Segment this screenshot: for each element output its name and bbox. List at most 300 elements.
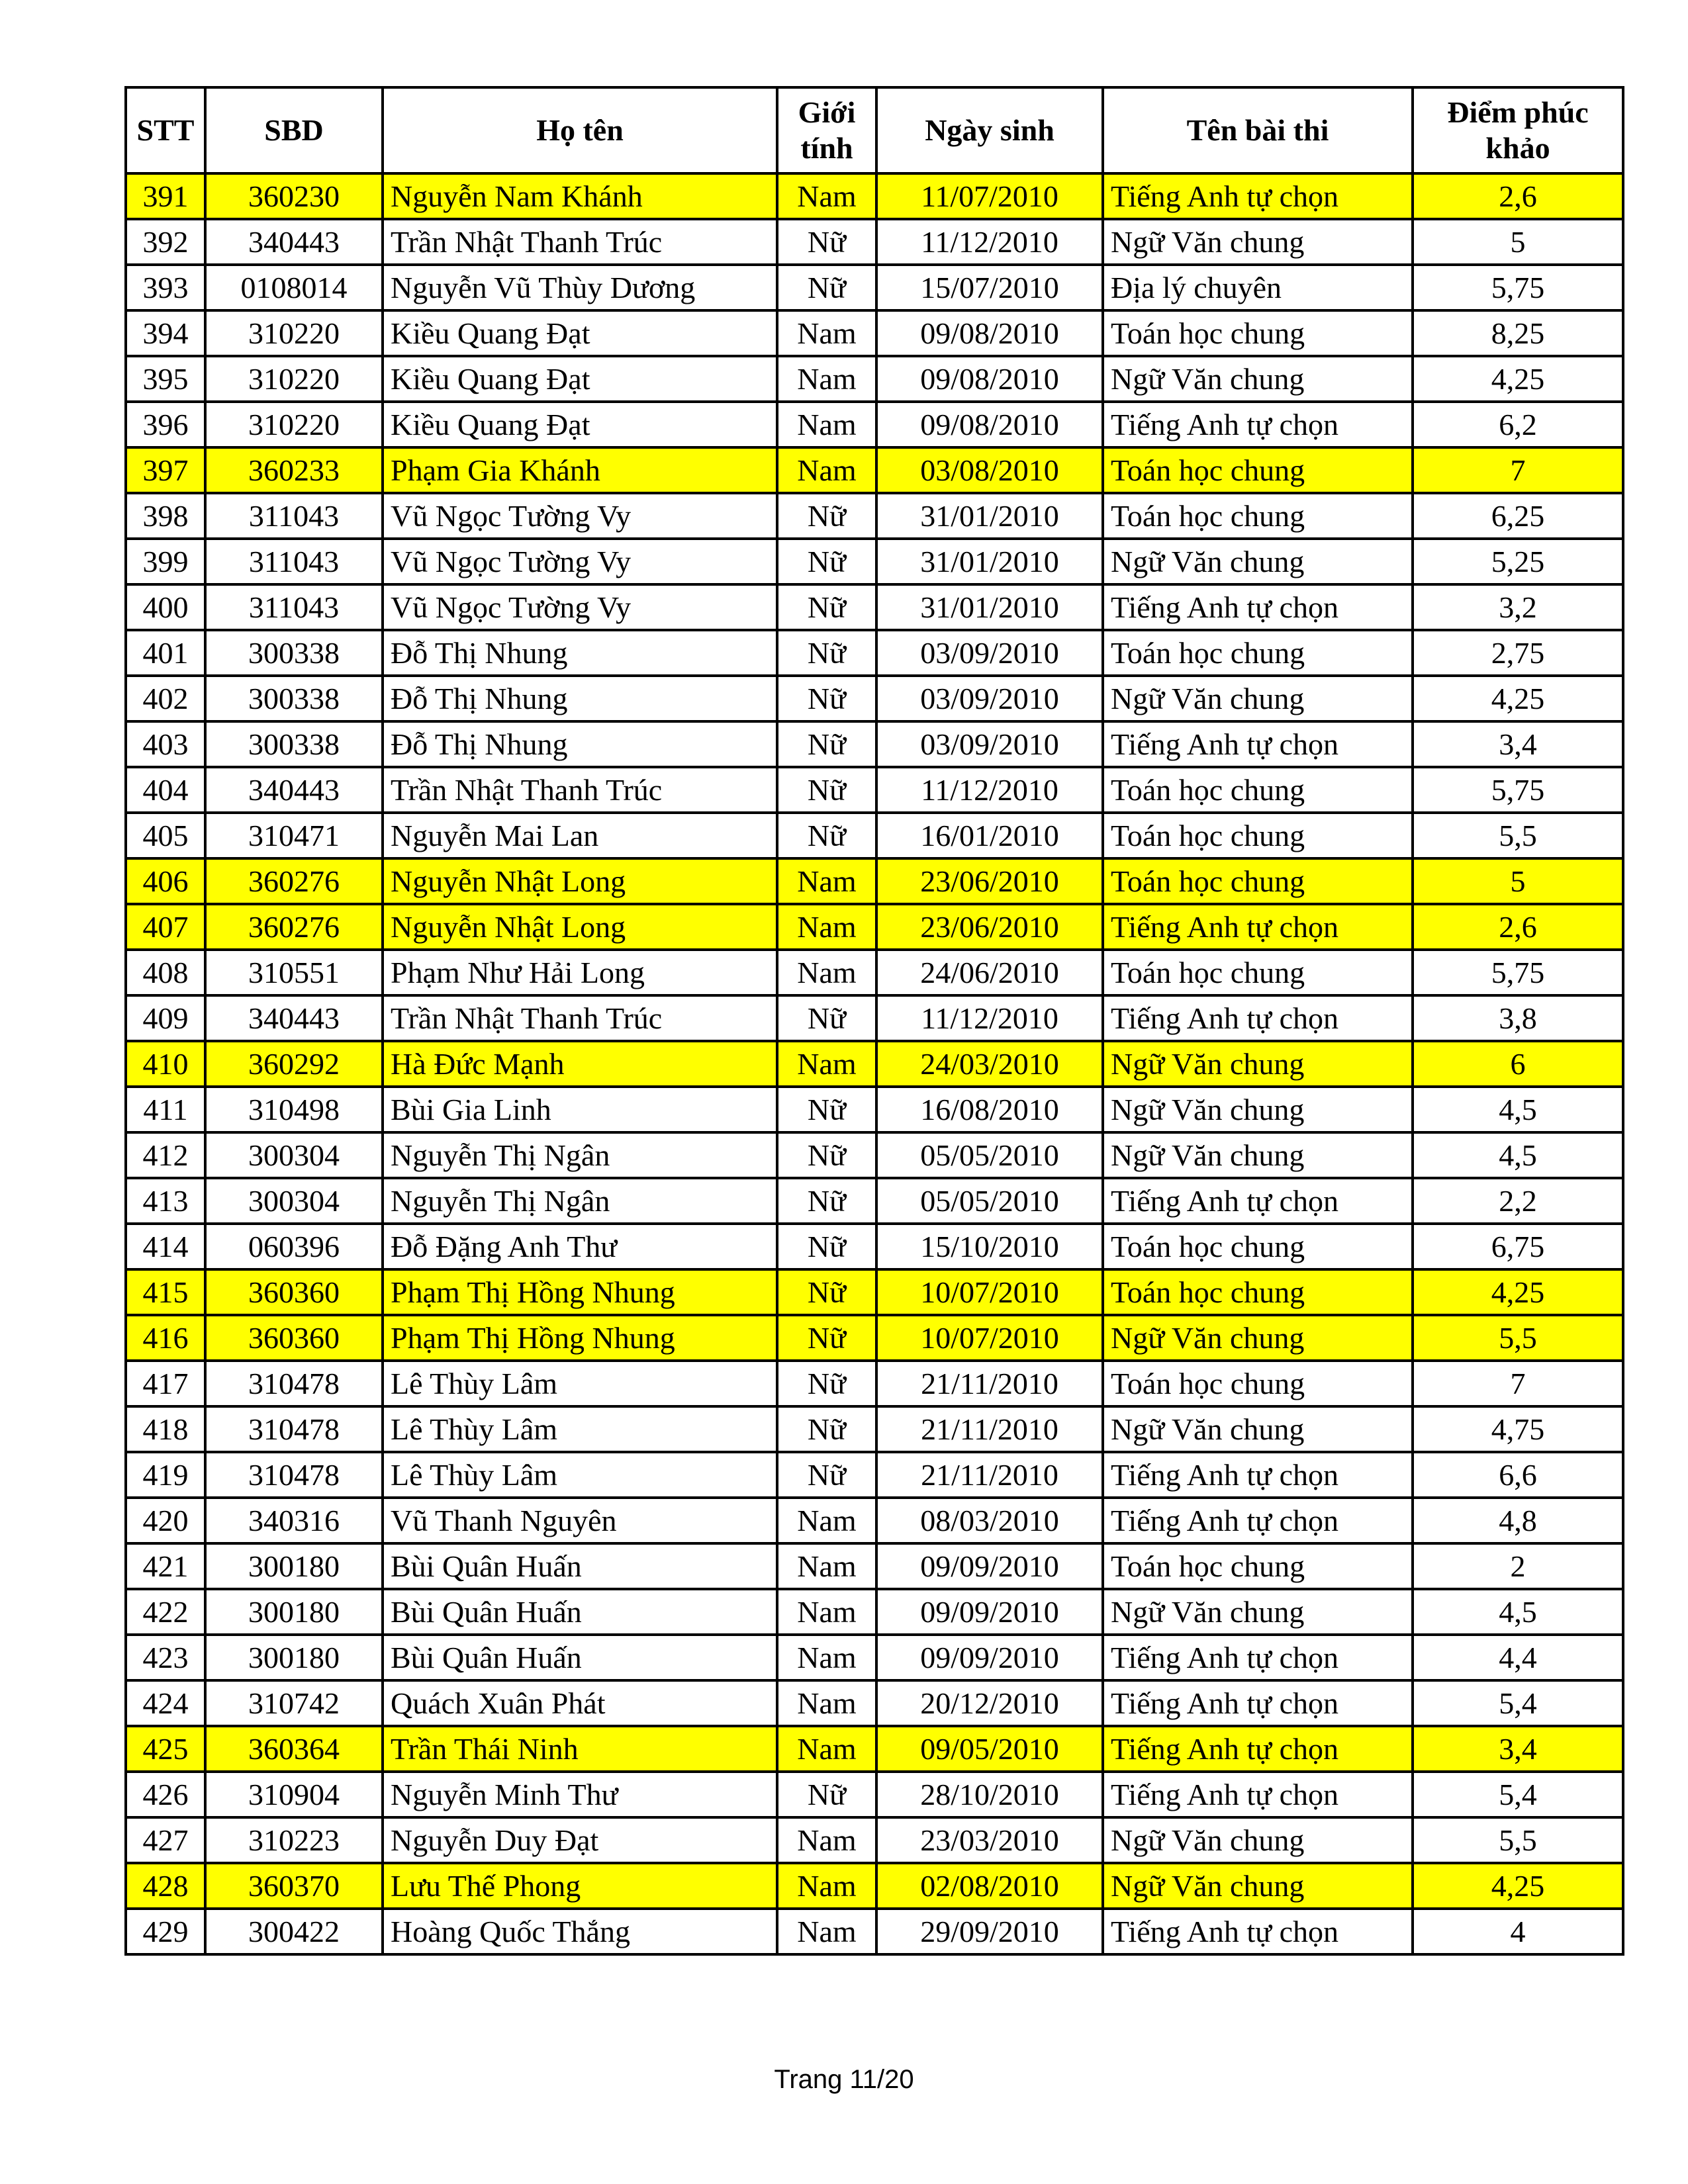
cell-score: 5 — [1413, 858, 1623, 904]
cell-name: Trần Nhật Thanh Trúc — [383, 767, 777, 813]
cell-exam: Toán học chung — [1103, 1361, 1413, 1406]
cell-sbd: 0108014 — [205, 265, 383, 310]
cell-name: Đỗ Thị Nhung — [383, 676, 777, 721]
cell-exam: Tiếng Anh tự chọn — [1103, 584, 1413, 630]
cell-name: Nguyễn Nam Khánh — [383, 173, 777, 219]
cell-gender: Nữ — [777, 813, 876, 858]
cell-exam: Ngữ Văn chung — [1103, 1817, 1413, 1863]
cell-sbd: 311043 — [205, 584, 383, 630]
cell-dob: 31/01/2010 — [876, 539, 1103, 584]
cell-dob: 15/10/2010 — [876, 1224, 1103, 1269]
cell-sbd: 310904 — [205, 1772, 383, 1817]
cell-stt: 405 — [126, 813, 205, 858]
cell-stt: 429 — [126, 1909, 205, 1954]
cell-name: Vũ Thanh Nguyên — [383, 1498, 777, 1543]
cell-exam: Tiếng Anh tự chọn — [1103, 1726, 1413, 1772]
cell-stt: 403 — [126, 721, 205, 767]
cell-gender: Nam — [777, 1680, 876, 1726]
cell-name: Quách Xuân Phát — [383, 1680, 777, 1726]
table-row — [126, 1772, 1623, 1817]
cell-score: 4 — [1413, 1909, 1623, 1954]
cell-exam: Tiếng Anh tự chọn — [1103, 1772, 1413, 1817]
cell-dob: 05/05/2010 — [876, 1132, 1103, 1178]
cell-dob: 09/05/2010 — [876, 1726, 1103, 1772]
cell-sbd: 360364 — [205, 1726, 383, 1772]
cell-score: 4,5 — [1413, 1589, 1623, 1635]
cell-dob: 02/08/2010 — [876, 1863, 1103, 1909]
cell-dob: 10/07/2010 — [876, 1269, 1103, 1315]
cell-stt: 415 — [126, 1269, 205, 1315]
cell-score: 5 — [1413, 219, 1623, 265]
cell-stt: 398 — [126, 493, 205, 539]
cell-dob: 24/03/2010 — [876, 1041, 1103, 1087]
cell-score: 5,75 — [1413, 265, 1623, 310]
cell-gender: Nam — [777, 173, 876, 219]
cell-exam: Tiếng Anh tự chọn — [1103, 1635, 1413, 1680]
cell-dob: 16/08/2010 — [876, 1087, 1103, 1132]
header-sbd: SBD — [205, 87, 383, 173]
cell-gender: Nữ — [777, 1224, 876, 1269]
header-exam: Tên bài thi — [1103, 87, 1413, 173]
cell-stt: 428 — [126, 1863, 205, 1909]
cell-dob: 05/05/2010 — [876, 1178, 1103, 1224]
cell-gender: Nữ — [777, 1361, 876, 1406]
cell-name: Bùi Quân Huấn — [383, 1635, 777, 1680]
cell-sbd: 310478 — [205, 1406, 383, 1452]
cell-stt: 425 — [126, 1726, 205, 1772]
table-row — [126, 813, 1623, 858]
cell-dob: 31/01/2010 — [876, 584, 1103, 630]
cell-sbd: 360276 — [205, 904, 383, 950]
cell-stt: 421 — [126, 1543, 205, 1589]
cell-stt: 393 — [126, 265, 205, 310]
cell-score: 5,5 — [1413, 1817, 1623, 1863]
table-row — [126, 1269, 1623, 1315]
cell-name: Hoàng Quốc Thắng — [383, 1909, 777, 1954]
cell-name: Nguyễn Nhật Long — [383, 858, 777, 904]
cell-gender: Nam — [777, 858, 876, 904]
cell-score: 5,25 — [1413, 539, 1623, 584]
cell-score: 3,4 — [1413, 1726, 1623, 1772]
cell-dob: 11/12/2010 — [876, 995, 1103, 1041]
table-row — [126, 1178, 1623, 1224]
cell-gender: Nam — [777, 1635, 876, 1680]
header-score: Điểm phúc khảo — [1413, 87, 1623, 173]
cell-exam: Ngữ Văn chung — [1103, 356, 1413, 402]
cell-stt: 399 — [126, 539, 205, 584]
cell-gender: Nam — [777, 1041, 876, 1087]
cell-dob: 08/03/2010 — [876, 1498, 1103, 1543]
cell-name: Nguyễn Thị Ngân — [383, 1178, 777, 1224]
cell-stt: 412 — [126, 1132, 205, 1178]
results-table — [124, 86, 1624, 1956]
table-row — [126, 1406, 1623, 1452]
cell-stt: 406 — [126, 858, 205, 904]
cell-sbd: 360276 — [205, 858, 383, 904]
cell-sbd: 360370 — [205, 1863, 383, 1909]
cell-sbd: 340316 — [205, 1498, 383, 1543]
cell-score: 8,25 — [1413, 310, 1623, 356]
cell-sbd: 310742 — [205, 1680, 383, 1726]
cell-gender: Nữ — [777, 493, 876, 539]
cell-exam: Địa lý chuyên — [1103, 265, 1413, 310]
header-dob: Ngày sinh — [876, 87, 1103, 173]
cell-name: Nguyễn Nhật Long — [383, 904, 777, 950]
table-row — [126, 950, 1623, 995]
cell-name: Phạm Thị Hồng Nhung — [383, 1315, 777, 1361]
table-row — [126, 676, 1623, 721]
table-row — [126, 1863, 1623, 1909]
cell-dob: 09/09/2010 — [876, 1589, 1103, 1635]
cell-gender: Nữ — [777, 1087, 876, 1132]
cell-score: 3,2 — [1413, 584, 1623, 630]
cell-dob: 15/07/2010 — [876, 265, 1103, 310]
cell-gender: Nam — [777, 904, 876, 950]
cell-stt: 407 — [126, 904, 205, 950]
cell-stt: 401 — [126, 630, 205, 676]
cell-gender: Nam — [777, 356, 876, 402]
cell-gender: Nam — [777, 447, 876, 493]
cell-gender: Nữ — [777, 630, 876, 676]
cell-exam: Toán học chung — [1103, 447, 1413, 493]
cell-score: 3,4 — [1413, 721, 1623, 767]
table-row — [126, 721, 1623, 767]
cell-stt: 395 — [126, 356, 205, 402]
cell-gender: Nữ — [777, 721, 876, 767]
cell-stt: 392 — [126, 219, 205, 265]
cell-dob: 09/09/2010 — [876, 1635, 1103, 1680]
cell-gender: Nam — [777, 1909, 876, 1954]
cell-stt: 396 — [126, 402, 205, 447]
cell-dob: 24/06/2010 — [876, 950, 1103, 995]
cell-exam: Ngữ Văn chung — [1103, 1863, 1413, 1909]
cell-name: Nguyễn Vũ Thùy Dương — [383, 265, 777, 310]
cell-gender: Nam — [777, 310, 876, 356]
cell-name: Nguyễn Mai Lan — [383, 813, 777, 858]
table-row — [126, 402, 1623, 447]
cell-stt: 426 — [126, 1772, 205, 1817]
cell-sbd: 310478 — [205, 1452, 383, 1498]
table-row — [126, 1087, 1623, 1132]
cell-score: 4,25 — [1413, 1863, 1623, 1909]
cell-exam: Ngữ Văn chung — [1103, 1132, 1413, 1178]
cell-sbd: 300422 — [205, 1909, 383, 1954]
cell-name: Nguyễn Thị Ngân — [383, 1132, 777, 1178]
cell-sbd: 340443 — [205, 219, 383, 265]
cell-sbd: 311043 — [205, 493, 383, 539]
cell-score: 6,75 — [1413, 1224, 1623, 1269]
cell-name: Trần Nhật Thanh Trúc — [383, 995, 777, 1041]
cell-name: Đỗ Đặng Anh Thư — [383, 1224, 777, 1269]
cell-exam: Ngữ Văn chung — [1103, 1087, 1413, 1132]
cell-stt: 423 — [126, 1635, 205, 1680]
cell-exam: Ngữ Văn chung — [1103, 1041, 1413, 1087]
table-row — [126, 219, 1623, 265]
cell-name: Kiều Quang Đạt — [383, 356, 777, 402]
cell-gender: Nữ — [777, 676, 876, 721]
cell-gender: Nữ — [777, 1406, 876, 1452]
header-gender: Giới tính — [777, 87, 876, 173]
cell-sbd: 300180 — [205, 1589, 383, 1635]
cell-exam: Tiếng Anh tự chọn — [1103, 1452, 1413, 1498]
cell-score: 6,25 — [1413, 493, 1623, 539]
cell-sbd: 310478 — [205, 1361, 383, 1406]
cell-gender: Nữ — [777, 1315, 876, 1361]
table-row — [126, 539, 1623, 584]
cell-exam: Ngữ Văn chung — [1103, 539, 1413, 584]
cell-exam: Toán học chung — [1103, 630, 1413, 676]
cell-sbd: 340443 — [205, 995, 383, 1041]
cell-stt: 391 — [126, 173, 205, 219]
cell-stt: 408 — [126, 950, 205, 995]
table-row — [126, 1224, 1623, 1269]
cell-sbd: 300304 — [205, 1178, 383, 1224]
table-row — [126, 995, 1623, 1041]
cell-sbd: 360360 — [205, 1269, 383, 1315]
cell-dob: 03/09/2010 — [876, 721, 1103, 767]
cell-dob: 28/10/2010 — [876, 1772, 1103, 1817]
table-row — [126, 356, 1623, 402]
cell-gender: Nữ — [777, 995, 876, 1041]
cell-sbd: 310471 — [205, 813, 383, 858]
cell-dob: 11/12/2010 — [876, 767, 1103, 813]
cell-score: 3,8 — [1413, 995, 1623, 1041]
table-row — [126, 310, 1623, 356]
cell-score: 7 — [1413, 1361, 1623, 1406]
table-row — [126, 1589, 1623, 1635]
table-row — [126, 858, 1623, 904]
cell-dob: 09/08/2010 — [876, 356, 1103, 402]
cell-gender: Nam — [777, 1863, 876, 1909]
cell-gender: Nữ — [777, 219, 876, 265]
page-number: Trang 11/20 — [774, 2065, 914, 2094]
cell-sbd: 300338 — [205, 721, 383, 767]
cell-name: Vũ Ngọc Tường Vy — [383, 493, 777, 539]
cell-stt: 410 — [126, 1041, 205, 1087]
cell-exam: Tiếng Anh tự chọn — [1103, 1178, 1413, 1224]
table-row — [126, 1498, 1623, 1543]
cell-name: Lê Thùy Lâm — [383, 1406, 777, 1452]
cell-stt: 424 — [126, 1680, 205, 1726]
cell-exam: Ngữ Văn chung — [1103, 1406, 1413, 1452]
cell-sbd: 300180 — [205, 1543, 383, 1589]
cell-stt: 422 — [126, 1589, 205, 1635]
cell-score: 4,25 — [1413, 676, 1623, 721]
cell-name: Bùi Quân Huấn — [383, 1543, 777, 1589]
table-body — [126, 173, 1623, 1954]
cell-name: Lê Thùy Lâm — [383, 1361, 777, 1406]
cell-stt: 394 — [126, 310, 205, 356]
table-row — [126, 1132, 1623, 1178]
table-row — [126, 767, 1623, 813]
cell-stt: 427 — [126, 1817, 205, 1863]
cell-exam: Tiếng Anh tự chọn — [1103, 402, 1413, 447]
cell-score: 4,25 — [1413, 356, 1623, 402]
cell-exam: Toán học chung — [1103, 1224, 1413, 1269]
cell-score: 5,5 — [1413, 813, 1623, 858]
cell-dob: 16/01/2010 — [876, 813, 1103, 858]
cell-sbd: 310220 — [205, 310, 383, 356]
cell-stt: 414 — [126, 1224, 205, 1269]
table-row — [126, 1726, 1623, 1772]
table-row — [126, 1635, 1623, 1680]
header-name: Họ tên — [383, 87, 777, 173]
cell-dob: 10/07/2010 — [876, 1315, 1103, 1361]
cell-sbd: 300304 — [205, 1132, 383, 1178]
cell-stt: 411 — [126, 1087, 205, 1132]
cell-exam: Toán học chung — [1103, 1543, 1413, 1589]
cell-score: 4,25 — [1413, 1269, 1623, 1315]
cell-exam: Toán học chung — [1103, 310, 1413, 356]
table-row — [126, 1041, 1623, 1087]
cell-dob: 11/12/2010 — [876, 219, 1103, 265]
cell-score: 5,75 — [1413, 767, 1623, 813]
cell-name: Lưu Thế Phong — [383, 1863, 777, 1909]
cell-exam: Toán học chung — [1103, 858, 1413, 904]
cell-name: Trần Nhật Thanh Trúc — [383, 219, 777, 265]
cell-score: 4,75 — [1413, 1406, 1623, 1452]
cell-dob: 23/03/2010 — [876, 1817, 1103, 1863]
cell-name: Nguyễn Duy Đạt — [383, 1817, 777, 1863]
table-row — [126, 173, 1623, 219]
cell-dob: 23/06/2010 — [876, 858, 1103, 904]
cell-dob: 09/08/2010 — [876, 402, 1103, 447]
table-row — [126, 584, 1623, 630]
cell-score: 4,5 — [1413, 1087, 1623, 1132]
cell-sbd: 300180 — [205, 1635, 383, 1680]
table-row — [126, 1361, 1623, 1406]
cell-score: 5,75 — [1413, 950, 1623, 995]
cell-name: Vũ Ngọc Tường Vy — [383, 539, 777, 584]
cell-name: Bùi Quân Huấn — [383, 1589, 777, 1635]
cell-gender: Nữ — [777, 584, 876, 630]
cell-dob: 11/07/2010 — [876, 173, 1103, 219]
cell-name: Lê Thùy Lâm — [383, 1452, 777, 1498]
cell-exam: Toán học chung — [1103, 767, 1413, 813]
cell-dob: 23/06/2010 — [876, 904, 1103, 950]
table-row — [126, 1543, 1623, 1589]
cell-exam: Toán học chung — [1103, 1269, 1413, 1315]
table-row — [126, 1315, 1623, 1361]
cell-sbd: 310551 — [205, 950, 383, 995]
cell-name: Bùi Gia Linh — [383, 1087, 777, 1132]
cell-score: 2,75 — [1413, 630, 1623, 676]
cell-name: Phạm Thị Hồng Nhung — [383, 1269, 777, 1315]
cell-sbd: 310220 — [205, 356, 383, 402]
cell-stt: 409 — [126, 995, 205, 1041]
table-row — [126, 1452, 1623, 1498]
cell-score: 5,4 — [1413, 1772, 1623, 1817]
cell-gender: Nam — [777, 1543, 876, 1589]
cell-stt: 416 — [126, 1315, 205, 1361]
cell-sbd: 311043 — [205, 539, 383, 584]
cell-stt: 397 — [126, 447, 205, 493]
cell-name: Trần Thái Ninh — [383, 1726, 777, 1772]
cell-exam: Tiếng Anh tự chọn — [1103, 1498, 1413, 1543]
cell-name: Kiều Quang Đạt — [383, 310, 777, 356]
cell-score: 5,5 — [1413, 1315, 1623, 1361]
table-row — [126, 447, 1623, 493]
cell-sbd: 300338 — [205, 676, 383, 721]
cell-exam: Toán học chung — [1103, 950, 1413, 995]
table-row — [126, 1680, 1623, 1726]
cell-stt: 418 — [126, 1406, 205, 1452]
table-row — [126, 265, 1623, 310]
cell-sbd: 340443 — [205, 767, 383, 813]
cell-gender: Nam — [777, 402, 876, 447]
cell-gender: Nam — [777, 950, 876, 995]
cell-exam: Tiếng Anh tự chọn — [1103, 1680, 1413, 1726]
cell-score: 4,8 — [1413, 1498, 1623, 1543]
cell-sbd: 360230 — [205, 173, 383, 219]
cell-dob: 21/11/2010 — [876, 1452, 1103, 1498]
cell-name: Kiều Quang Đạt — [383, 402, 777, 447]
cell-exam: Ngữ Văn chung — [1103, 1315, 1413, 1361]
cell-sbd: 360360 — [205, 1315, 383, 1361]
cell-score: 4,5 — [1413, 1132, 1623, 1178]
cell-score: 2,6 — [1413, 173, 1623, 219]
cell-exam: Tiếng Anh tự chọn — [1103, 904, 1413, 950]
cell-score: 7 — [1413, 447, 1623, 493]
cell-name: Hà Đức Mạnh — [383, 1041, 777, 1087]
table-row — [126, 630, 1623, 676]
cell-gender: Nữ — [777, 1178, 876, 1224]
cell-exam: Ngữ Văn chung — [1103, 676, 1413, 721]
cell-score: 4,4 — [1413, 1635, 1623, 1680]
table-row — [126, 1817, 1623, 1863]
header-row — [126, 87, 1623, 173]
cell-score: 6 — [1413, 1041, 1623, 1087]
cell-score: 6,2 — [1413, 402, 1623, 447]
cell-sbd: 360233 — [205, 447, 383, 493]
cell-stt: 402 — [126, 676, 205, 721]
table-row — [126, 904, 1623, 950]
cell-stt: 417 — [126, 1361, 205, 1406]
cell-sbd: 300338 — [205, 630, 383, 676]
cell-gender: Nữ — [777, 1269, 876, 1315]
cell-score: 2 — [1413, 1543, 1623, 1589]
cell-gender: Nữ — [777, 1452, 876, 1498]
cell-stt: 419 — [126, 1452, 205, 1498]
cell-exam: Toán học chung — [1103, 493, 1413, 539]
cell-dob: 03/08/2010 — [876, 447, 1103, 493]
cell-exam: Tiếng Anh tự chọn — [1103, 173, 1413, 219]
cell-gender: Nam — [777, 1589, 876, 1635]
cell-gender: Nữ — [777, 1772, 876, 1817]
cell-dob: 09/08/2010 — [876, 310, 1103, 356]
cell-stt: 413 — [126, 1178, 205, 1224]
cell-dob: 20/12/2010 — [876, 1680, 1103, 1726]
cell-exam: Tiếng Anh tự chọn — [1103, 1909, 1413, 1954]
cell-exam: Tiếng Anh tự chọn — [1103, 721, 1413, 767]
cell-sbd: 360292 — [205, 1041, 383, 1087]
cell-name: Vũ Ngọc Tường Vy — [383, 584, 777, 630]
cell-dob: 21/11/2010 — [876, 1406, 1103, 1452]
header-stt: STT — [126, 87, 205, 173]
cell-name: Phạm Gia Khánh — [383, 447, 777, 493]
cell-dob: 29/09/2010 — [876, 1909, 1103, 1954]
cell-stt: 400 — [126, 584, 205, 630]
cell-dob: 09/09/2010 — [876, 1543, 1103, 1589]
cell-gender: Nữ — [777, 1132, 876, 1178]
cell-score: 2,2 — [1413, 1178, 1623, 1224]
cell-dob: 31/01/2010 — [876, 493, 1103, 539]
cell-score: 5,4 — [1413, 1680, 1623, 1726]
cell-exam: Tiếng Anh tự chọn — [1103, 995, 1413, 1041]
cell-name: Đỗ Thị Nhung — [383, 721, 777, 767]
cell-gender: Nữ — [777, 767, 876, 813]
cell-exam: Ngữ Văn chung — [1103, 219, 1413, 265]
